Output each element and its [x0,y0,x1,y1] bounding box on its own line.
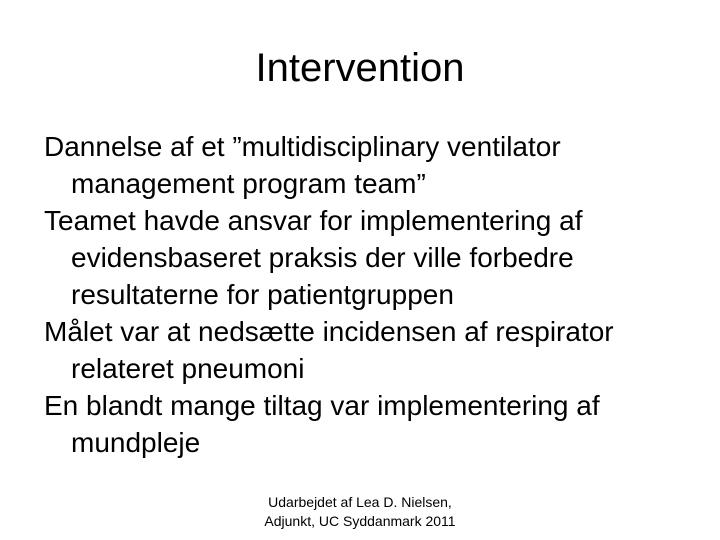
bullet-item: Teamet havde ansvar for implementering af evidensbaseret praksis der ville forbedre resultaterne for patientgruppen [44,205,583,310]
footer-affiliation: Adjunkt, UC Syddanmark 2011 [264,513,456,529]
bullet-list [44,128,704,461]
bullet-item: En blandt mange tiltag var implementering af mundpleje [44,390,600,458]
bullet-item: Målet var at nedsætte incidensen af respirator relateret pneumoni [44,316,614,384]
slide-title: Intervention [255,46,465,90]
footer-author: Udarbejdet af Lea D. Nielsen, [268,494,452,510]
bullet-item: Dannelse af et ”multidisciplinary ventilator management program team” [44,131,561,199]
slide-footer [0,493,720,531]
